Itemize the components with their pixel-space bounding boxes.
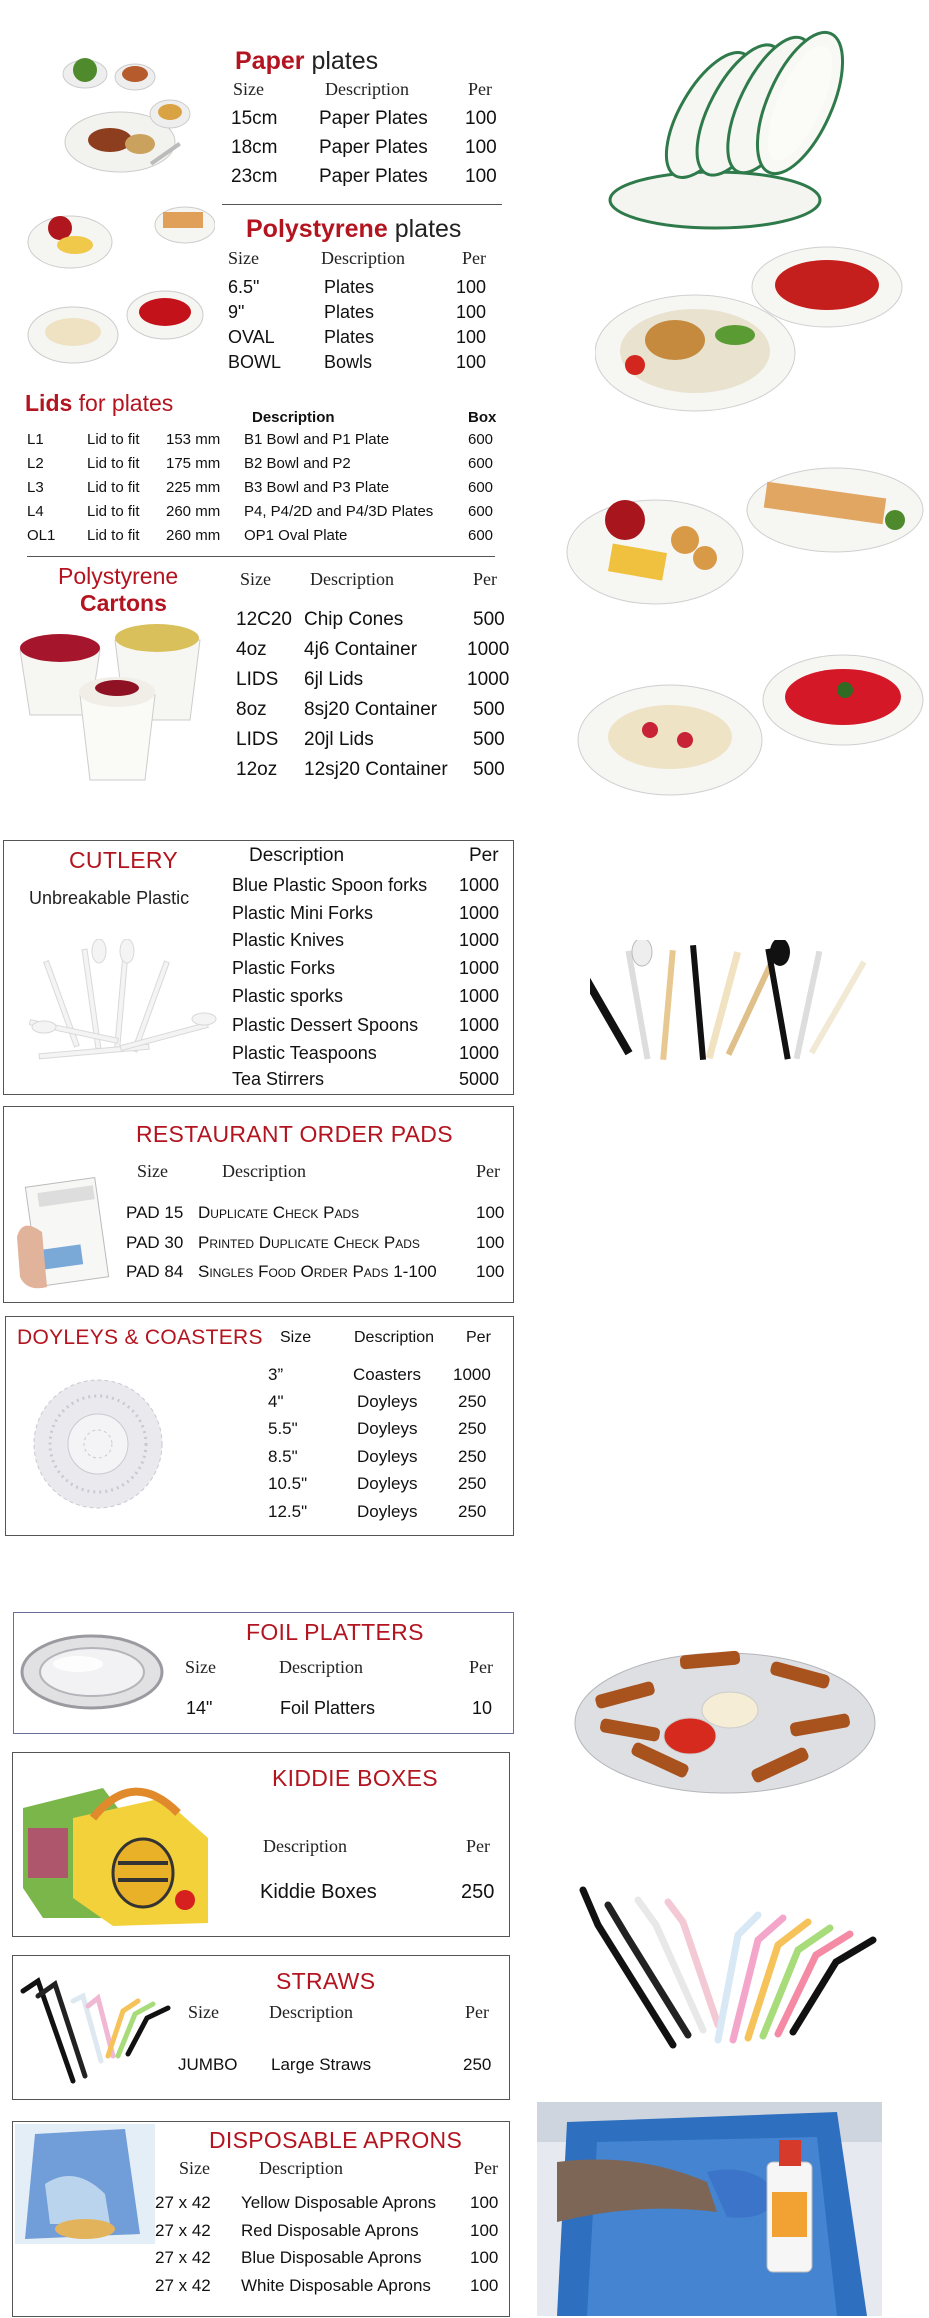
order-pads-box: [3, 1106, 514, 1303]
lids-row-0-description: B1 Bowl and P1 Plate: [244, 431, 390, 448]
doyleys-row-5-size: 12.5": [268, 1502, 308, 1521]
aprons-row-0-size: 27 x 42: [155, 2193, 211, 2212]
paper-plates-title: [235, 47, 378, 76]
lids-row-3-code: L4: [27, 503, 44, 520]
polystyrene-plates-header-size: Size: [228, 248, 259, 268]
polystyrene-plates-large-image: [595, 245, 905, 420]
cartons-title-line2: Cartons: [80, 590, 167, 616]
paper-plates-title-rest: plates: [311, 47, 379, 75]
doyleys-row-2-description: Doyleys: [357, 1419, 418, 1438]
cartons-row-0-per: 500: [473, 609, 505, 630]
aprons-title: DISPOSABLE APRONS: [209, 2127, 463, 2153]
doyleys-row-3-per: 250: [458, 1447, 487, 1466]
foil-platters-row-0-description: Foil Platters: [280, 1698, 376, 1718]
cutlery-header-description: Description: [249, 845, 345, 866]
polystyrene-plates-row-1-size: 9": [228, 302, 245, 322]
doyleys-row-1-per: 250: [458, 1392, 487, 1411]
paper-plates-header-per: Per: [468, 79, 492, 99]
lids-row-2-fit: Lid to fit: [87, 479, 140, 496]
doyleys-title: DOYLEYS & COASTERS: [17, 1326, 263, 1349]
polystyrene-plates-food-image: [25, 200, 215, 370]
lids-row-0-code: L1: [27, 431, 44, 448]
doyleys-row-3-size: 8.5": [268, 1447, 298, 1466]
doyleys-row-4-size: 10.5": [268, 1474, 308, 1493]
lids-row-4-code: OL1: [27, 527, 56, 544]
cutlery-row-5-description: Plastic Dessert Spoons: [232, 1015, 419, 1035]
order-pads-row-1-description: Printed Duplicate Check Pads: [198, 1233, 420, 1252]
doyleys-header-description: Description: [354, 1329, 435, 1346]
cartons-header-per: Per: [473, 569, 497, 589]
cartons-row-3-description: 8sj20 Container: [304, 699, 438, 720]
kiddie-boxes-header-description: Description: [263, 1836, 347, 1856]
order-pads-header-per: Per: [476, 1161, 500, 1181]
order-pads-row-0-size: PAD 15: [126, 1203, 184, 1222]
fruit-and-sandwich-plates-image: [565, 460, 925, 610]
aprons-row-3-size: 27 x 42: [155, 2276, 211, 2295]
foil-platters-row-0-size: 14": [186, 1698, 213, 1718]
doyleys-row-1-size: 4": [268, 1392, 284, 1411]
polystyrene-plates-row-1-per: 100: [456, 302, 487, 322]
cartons-row-1-per: 1000: [467, 639, 510, 660]
polystyrene-plates-row-0-per: 100: [456, 277, 487, 297]
lids-row-1-fit: Lid to fit: [87, 455, 140, 472]
straws-header-size: Size: [188, 2002, 219, 2022]
lids-divider: [27, 556, 495, 557]
paper-plates-row-2-description: Paper Plates: [319, 166, 428, 187]
order-pads-row-2-per: 100: [476, 1262, 505, 1281]
straws-row-0-per: 250: [463, 2055, 492, 2074]
white-plastic-cutlery-image: [19, 939, 219, 1069]
lids-header-description: Description: [252, 409, 335, 426]
cartons-row-2-size: LIDS: [236, 669, 279, 690]
cutlery-box: [3, 840, 514, 1095]
foil-platters-header-per: Per: [469, 1657, 493, 1677]
doyleys-header-size: Size: [280, 1329, 312, 1346]
foil-platters-title: FOIL PLATTERS: [246, 1619, 424, 1645]
cartons-row-0-description: Chip Cones: [304, 609, 404, 630]
kiddie-boxes-box: [12, 1752, 510, 1937]
order-pads-row-0-description: Duplicate Check Pads: [198, 1203, 360, 1222]
lids-row-0-box: 600: [468, 431, 494, 448]
cutlery-row-1-description: Plastic Mini Forks: [232, 903, 374, 923]
polystyrene-plates-row-3-description: Bowls: [324, 352, 373, 372]
foil-platters-header-description: Description: [279, 1657, 363, 1677]
cutlery-row-1-per: 1000: [459, 903, 500, 923]
polystyrene-plates-header-description: Description: [321, 248, 405, 268]
lids-row-3-description: P4, P4/2D and P4/3D Plates: [244, 503, 434, 520]
cutlery-row-2-description: Plastic Knives: [232, 930, 345, 950]
lids-title: [25, 390, 173, 417]
doyleys-row-2-size: 5.5": [268, 1419, 298, 1438]
doyleys-row-3-description: Doyleys: [357, 1447, 418, 1466]
lids-row-2-code: L3: [27, 479, 44, 496]
lace-doyley-image: [31, 1377, 166, 1512]
lids-row-3-box: 600: [468, 503, 494, 520]
cartons-header-size: Size: [240, 569, 271, 589]
aprons-row-2-size: 27 x 42: [155, 2248, 211, 2267]
cutlery-row-0-per: 1000: [459, 875, 500, 895]
foil-platters-header-size: Size: [185, 1657, 216, 1677]
cutlery-row-0-description: Blue Plastic Spoon forks: [232, 875, 428, 895]
polystyrene-plates-row-3-size: BOWL: [228, 352, 282, 372]
straws-title: STRAWS: [276, 1968, 376, 1994]
aprons-box: [12, 2121, 510, 2317]
order-pad-in-hand-image: [12, 1177, 122, 1297]
straws-header-per: Per: [465, 2002, 489, 2022]
kiddie-boxes-row-0-description: Kiddie Boxes: [260, 1881, 377, 1903]
aprons-row-1-description: Red Disposable Aprons: [241, 2221, 419, 2240]
foil-platters-row-0-per: 10: [472, 1698, 493, 1718]
paper-plates-row-2-per: 100: [465, 166, 497, 187]
paper-plates-divider: [222, 204, 502, 205]
paper-plates-row-0-size: 15cm: [231, 108, 278, 129]
lids-row-1-code: L2: [27, 455, 44, 472]
lids-row-0-mm: 153 mm: [166, 431, 221, 448]
cartons-row-5-per: 500: [473, 759, 505, 780]
aprons-header-per: Per: [474, 2158, 498, 2178]
lids-title-word: Lids: [25, 390, 73, 416]
cutlery-row-7-per: 5000: [459, 1069, 500, 1089]
kebab-platter-image: [570, 1628, 880, 1808]
cutlery-row-3-per: 1000: [459, 958, 500, 978]
lids-row-1-description: B2 Bowl and P2: [244, 455, 351, 472]
straws-box: [12, 1955, 510, 2100]
doyleys-row-0-per: 1000: [453, 1365, 491, 1384]
paper-plates-header-size: Size: [233, 79, 264, 99]
kiddie-box-image: [13, 1768, 213, 1928]
doyleys-row-5-description: Doyleys: [357, 1502, 418, 1521]
paper-plates-row-0-per: 100: [465, 108, 497, 129]
cutlery-row-6-per: 1000: [459, 1043, 500, 1063]
paper-plates-row-1-size: 18cm: [231, 137, 278, 158]
order-pads-row-2-description: Singles Food Order Pads 1-100: [198, 1262, 437, 1281]
straws-header-description: Description: [269, 2002, 353, 2022]
polystyrene-plates-title: [246, 215, 461, 244]
foil-platter-image: [18, 1631, 166, 1713]
paper-plates-header-description: Description: [325, 79, 409, 99]
order-pads-header-description: Description: [222, 1161, 306, 1181]
lids-header-box: Box: [468, 409, 497, 426]
cutlery-row-5-per: 1000: [459, 1015, 500, 1035]
polystyrene-plates-row-3-per: 100: [456, 352, 487, 372]
foil-platters-box: [13, 1612, 514, 1734]
paper-plates-row-1-per: 100: [465, 137, 497, 158]
polystyrene-plates-header-per: Per: [462, 248, 486, 268]
stacked-paper-plates-image: [600, 15, 860, 245]
aprons-row-3-per: 100: [470, 2276, 499, 2295]
aprons-row-0-per: 100: [470, 2193, 499, 2212]
cartons-row-4-size: LIDS: [236, 729, 279, 750]
paper-plates-title-word: Paper: [235, 47, 305, 75]
polystyrene-cartons-image: [15, 620, 205, 790]
cartons-row-1-size: 4oz: [236, 639, 267, 660]
order-pads-title: RESTAURANT ORDER PADS: [136, 1121, 453, 1147]
cutlery-row-3-description: Plastic Forks: [232, 958, 336, 978]
aprons-row-1-size: 27 x 42: [155, 2221, 211, 2240]
lids-title-rest: for plates: [78, 390, 174, 416]
order-pads-row-1-per: 100: [476, 1233, 505, 1252]
order-pads-row-2-size: PAD 84: [126, 1262, 184, 1281]
polystyrene-plates-title-rest: plates: [394, 215, 462, 243]
cartons-row-5-description: 12sj20 Container: [304, 759, 448, 780]
straws-row-0-description: Large Straws: [271, 2055, 372, 2074]
kiddie-boxes-title: KIDDIE BOXES: [272, 1765, 438, 1791]
cutlery-row-7-description: Tea Stirrers: [232, 1069, 325, 1089]
cereal-and-soup-bowls-image: [575, 645, 925, 805]
cartons-row-3-per: 500: [473, 699, 505, 720]
doyleys-row-2-per: 250: [458, 1419, 487, 1438]
doyleys-row-0-description: Coasters: [353, 1365, 422, 1384]
paper-plates-row-0-description: Paper Plates: [319, 108, 428, 129]
polystyrene-plates-row-2-per: 100: [456, 327, 487, 347]
doyleys-row-4-per: 250: [458, 1474, 487, 1493]
aprons-row-3-description: White Disposable Aprons: [241, 2276, 431, 2295]
lids-row-2-description: B3 Bowl and P3 Plate: [244, 479, 390, 496]
aprons-row-1-per: 100: [470, 2221, 499, 2240]
aprons-row-2-per: 100: [470, 2248, 499, 2267]
straws-row-0-size: JUMBO: [178, 2055, 238, 2074]
paper-plates-row-1-description: Paper Plates: [319, 137, 428, 158]
cartons-row-3-size: 8oz: [236, 699, 267, 720]
cartons-row-1-description: 4j6 Container: [304, 639, 418, 660]
order-pads-row-0-per: 100: [476, 1203, 505, 1222]
straws-small-image: [13, 1966, 173, 2086]
cutlery-row-4-description: Plastic sporks: [232, 986, 344, 1006]
doyleys-row-4-description: Doyleys: [357, 1474, 418, 1493]
polystyrene-plates-row-0-description: Plates: [324, 277, 375, 297]
lids-row-3-mm: 260 mm: [166, 503, 221, 520]
cutlery-subtitle: Unbreakable Plastic: [29, 888, 190, 908]
kiddie-boxes-row-0-per: 250: [461, 1881, 495, 1903]
cartons-row-4-per: 500: [473, 729, 505, 750]
lids-row-1-mm: 175 mm: [166, 455, 221, 472]
kiddie-boxes-header-per: Per: [466, 1836, 490, 1856]
polystyrene-plates-title-word: Polystyrene: [246, 215, 388, 243]
lids-row-4-fit: Lid to fit: [87, 527, 140, 544]
cartons-row-4-description: 20jl Lids: [304, 729, 374, 750]
cutlery-title: CUTLERY: [69, 847, 179, 873]
paper-plates-row-2-size: 23cm: [231, 166, 278, 187]
blue-apron-gloves-image: [537, 2102, 882, 2316]
doyleys-row-5-per: 250: [458, 1502, 487, 1521]
doyleys-row-1-description: Doyleys: [357, 1392, 418, 1411]
aprons-row-0-description: Yellow Disposable Aprons: [241, 2193, 436, 2212]
food-on-paper-plates-image: [60, 52, 195, 182]
lids-row-3-fit: Lid to fit: [87, 503, 140, 520]
cutlery-row-2-per: 1000: [459, 930, 500, 950]
apron-food-prep-image: [15, 2124, 155, 2244]
order-pads-header-size: Size: [137, 1161, 168, 1181]
doyleys-row-0-size: 3”: [268, 1365, 284, 1384]
aprons-row-2-description: Blue Disposable Aprons: [241, 2248, 422, 2267]
cartons-title-line1: Polystyrene: [58, 563, 179, 589]
cartons-row-2-description: 6jl Lids: [304, 669, 364, 690]
cartons-row-5-size: 12oz: [236, 759, 278, 780]
lids-row-2-box: 600: [468, 479, 494, 496]
assorted-cutlery-image: [590, 940, 870, 1070]
lids-row-4-description: OP1 Oval Plate: [244, 527, 348, 544]
lids-row-4-box: 600: [468, 527, 494, 544]
doyleys-header-per: Per: [466, 1329, 491, 1346]
cutlery-row-4-per: 1000: [459, 986, 500, 1006]
polystyrene-plates-row-2-size: OVAL: [228, 327, 275, 347]
cartons-row-0-size: 12C20: [236, 609, 292, 630]
order-pads-row-1-size: PAD 30: [126, 1233, 184, 1252]
doyleys-box: [5, 1316, 514, 1536]
bendy-straws-image: [568, 1880, 888, 2050]
aprons-header-size: Size: [179, 2158, 210, 2178]
cutlery-row-6-description: Plastic Teaspoons: [232, 1043, 377, 1063]
polystyrene-plates-row-0-size: 6.5": [228, 277, 260, 297]
cartons-header-description: Description: [310, 569, 394, 589]
cartons-row-2-per: 1000: [467, 669, 510, 690]
lids-row-0-fit: Lid to fit: [87, 431, 140, 448]
lids-row-2-mm: 225 mm: [166, 479, 221, 496]
polystyrene-plates-row-2-description: Plates: [324, 327, 375, 347]
aprons-header-description: Description: [259, 2158, 343, 2178]
polystyrene-plates-row-1-description: Plates: [324, 302, 375, 322]
lids-row-4-mm: 260 mm: [166, 527, 221, 544]
cutlery-header-per: Per: [469, 845, 499, 866]
lids-row-1-box: 600: [468, 455, 494, 472]
